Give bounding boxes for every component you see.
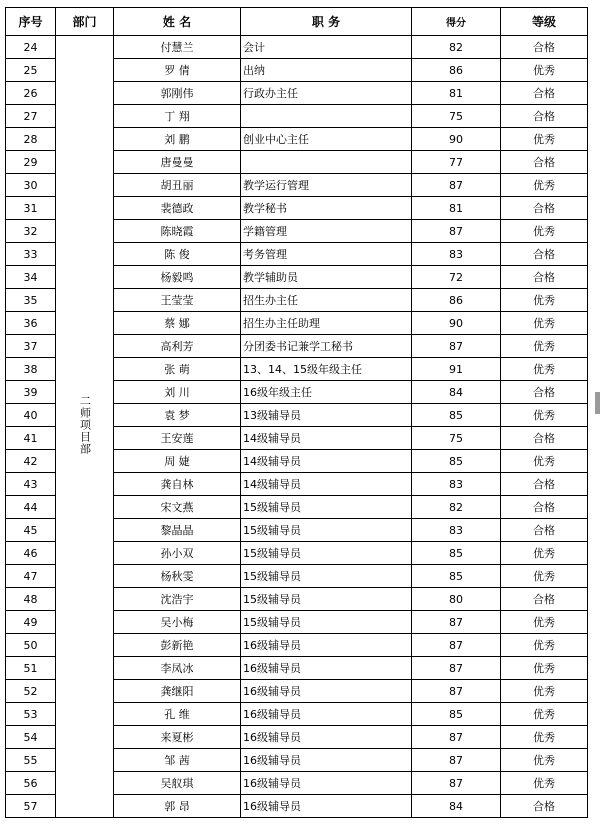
cell-score: 87 — [412, 174, 501, 197]
cell-score: 87 — [412, 772, 501, 795]
cell-name: 刘 川 — [114, 381, 241, 404]
cell-seq: 48 — [6, 588, 56, 611]
cell-name: 唐曼曼 — [114, 151, 241, 174]
cell-score: 85 — [412, 703, 501, 726]
cell-score: 77 — [412, 151, 501, 174]
cell-name: 龚继阳 — [114, 680, 241, 703]
cell-title: 会计 — [241, 36, 412, 59]
department-cell — [56, 36, 114, 818]
table-row — [6, 36, 588, 59]
cell-title: 16级辅导员 — [241, 795, 412, 818]
cell-seq: 35 — [6, 289, 56, 312]
cell-title: 13级辅导员 — [241, 404, 412, 427]
cell-seq: 50 — [6, 634, 56, 657]
cell-name: 邹 茜 — [114, 749, 241, 772]
cell-name: 袁 梦 — [114, 404, 241, 427]
cell-seq: 30 — [6, 174, 56, 197]
cell-score: 90 — [412, 128, 501, 151]
cell-grade: 优秀 — [501, 726, 588, 749]
cell-score: 80 — [412, 588, 501, 611]
cell-score: 87 — [412, 726, 501, 749]
cell-grade: 优秀 — [501, 335, 588, 358]
cell-score: 85 — [412, 542, 501, 565]
cell-title: 14级辅导员 — [241, 427, 412, 450]
cell-grade: 优秀 — [501, 634, 588, 657]
cell-name: 杨毅鸣 — [114, 266, 241, 289]
cell-score: 72 — [412, 266, 501, 289]
cell-seq: 57 — [6, 795, 56, 818]
cell-score: 85 — [412, 565, 501, 588]
cell-name: 孔 维 — [114, 703, 241, 726]
cell-grade: 合格 — [501, 197, 588, 220]
cell-name: 王安莲 — [114, 427, 241, 450]
cell-name: 王莹莹 — [114, 289, 241, 312]
cell-score: 81 — [412, 197, 501, 220]
cell-seq: 34 — [6, 266, 56, 289]
cell-seq: 53 — [6, 703, 56, 726]
cell-score: 87 — [412, 220, 501, 243]
cell-name: 高利芳 — [114, 335, 241, 358]
cell-title: 行政办主任 — [241, 82, 412, 105]
cell-name: 张 萌 — [114, 358, 241, 381]
cell-score: 84 — [412, 381, 501, 404]
cell-title: 出纳 — [241, 59, 412, 82]
cell-score: 85 — [412, 404, 501, 427]
cell-title: 16级辅导员 — [241, 703, 412, 726]
cell-score: 82 — [412, 36, 501, 59]
cell-name: 李凤冰 — [114, 657, 241, 680]
cell-title: 16级辅导员 — [241, 726, 412, 749]
department-label: 二师项目部 — [78, 395, 92, 455]
cell-name: 裴德政 — [114, 197, 241, 220]
cell-title: 招生办主任助理 — [241, 312, 412, 335]
header-grade: 等级 — [501, 8, 588, 36]
cell-grade: 优秀 — [501, 289, 588, 312]
cell-name: 周 婕 — [114, 450, 241, 473]
header-dept: 部门 — [56, 8, 114, 36]
cell-score: 91 — [412, 358, 501, 381]
cell-score: 90 — [412, 312, 501, 335]
cell-name: 孙小双 — [114, 542, 241, 565]
cell-seq: 46 — [6, 542, 56, 565]
cell-seq: 29 — [6, 151, 56, 174]
cell-name: 陈 俊 — [114, 243, 241, 266]
cell-seq: 26 — [6, 82, 56, 105]
header-score: 得分 — [412, 8, 501, 36]
cell-grade: 合格 — [501, 36, 588, 59]
cell-name: 龚自林 — [114, 473, 241, 496]
cell-grade: 优秀 — [501, 542, 588, 565]
cell-name: 沈浩宇 — [114, 588, 241, 611]
cell-score: 86 — [412, 289, 501, 312]
cell-grade: 优秀 — [501, 358, 588, 381]
cell-score: 87 — [412, 749, 501, 772]
cell-seq: 32 — [6, 220, 56, 243]
cell-grade: 优秀 — [501, 565, 588, 588]
cell-score: 75 — [412, 427, 501, 450]
cell-seq: 45 — [6, 519, 56, 542]
cell-title: 教学辅助员 — [241, 266, 412, 289]
cell-seq: 44 — [6, 496, 56, 519]
cell-title: 16级辅导员 — [241, 749, 412, 772]
cell-grade: 合格 — [501, 243, 588, 266]
cell-name: 吴舣琪 — [114, 772, 241, 795]
cell-grade: 合格 — [501, 519, 588, 542]
cell-name: 宋文燕 — [114, 496, 241, 519]
cell-name: 彭新艳 — [114, 634, 241, 657]
cell-title: 16级辅导员 — [241, 657, 412, 680]
cell-title: 创业中心主任 — [241, 128, 412, 151]
cell-seq: 28 — [6, 128, 56, 151]
cell-name: 付慧兰 — [114, 36, 241, 59]
cell-name: 杨秋雯 — [114, 565, 241, 588]
cell-title: 15级辅导员 — [241, 565, 412, 588]
cell-title — [241, 151, 412, 174]
cell-name: 郭 昂 — [114, 795, 241, 818]
cell-grade: 合格 — [501, 266, 588, 289]
cell-name: 胡丑丽 — [114, 174, 241, 197]
header-title: 职 务 — [241, 8, 412, 36]
cell-title: 15级辅导员 — [241, 611, 412, 634]
cell-grade: 优秀 — [501, 703, 588, 726]
cell-grade: 优秀 — [501, 312, 588, 335]
cell-seq: 56 — [6, 772, 56, 795]
cell-title: 14级辅导员 — [241, 450, 412, 473]
header-row — [6, 8, 588, 36]
cell-name: 郭刚伟 — [114, 82, 241, 105]
cell-name: 黎晶晶 — [114, 519, 241, 542]
cell-grade: 优秀 — [501, 772, 588, 795]
cell-title: 教学秘书 — [241, 197, 412, 220]
cell-score: 75 — [412, 105, 501, 128]
cell-grade: 优秀 — [501, 450, 588, 473]
cell-name: 吴小梅 — [114, 611, 241, 634]
cell-name: 罗 倩 — [114, 59, 241, 82]
cell-title — [241, 105, 412, 128]
cell-grade: 合格 — [501, 795, 588, 818]
cell-grade: 合格 — [501, 381, 588, 404]
cell-seq: 33 — [6, 243, 56, 266]
cell-grade: 合格 — [501, 427, 588, 450]
cell-score: 87 — [412, 680, 501, 703]
cell-title: 15级辅导员 — [241, 542, 412, 565]
cell-seq: 24 — [6, 36, 56, 59]
cell-grade: 合格 — [501, 82, 588, 105]
cell-seq: 51 — [6, 657, 56, 680]
cell-grade: 优秀 — [501, 404, 588, 427]
cell-grade: 优秀 — [501, 749, 588, 772]
cell-name: 丁 翔 — [114, 105, 241, 128]
cell-name: 陈晓霞 — [114, 220, 241, 243]
cell-title: 招生办主任 — [241, 289, 412, 312]
cell-score: 83 — [412, 473, 501, 496]
cell-grade: 合格 — [501, 496, 588, 519]
cell-score: 83 — [412, 243, 501, 266]
cell-grade: 优秀 — [501, 174, 588, 197]
cell-grade: 合格 — [501, 151, 588, 174]
header-seq: 序号 — [6, 8, 56, 36]
cell-name: 蔡 娜 — [114, 312, 241, 335]
cell-seq: 36 — [6, 312, 56, 335]
cell-grade: 优秀 — [501, 220, 588, 243]
cell-seq: 39 — [6, 381, 56, 404]
cell-score: 87 — [412, 634, 501, 657]
cell-seq: 40 — [6, 404, 56, 427]
cell-score: 87 — [412, 335, 501, 358]
cell-score: 82 — [412, 496, 501, 519]
cell-seq: 55 — [6, 749, 56, 772]
cell-seq: 54 — [6, 726, 56, 749]
cell-seq: 49 — [6, 611, 56, 634]
cell-score: 81 — [412, 82, 501, 105]
cell-title: 16级辅导员 — [241, 772, 412, 795]
cell-grade: 优秀 — [501, 657, 588, 680]
cell-title: 15级辅导员 — [241, 588, 412, 611]
cell-seq: 27 — [6, 105, 56, 128]
cell-seq: 42 — [6, 450, 56, 473]
cell-name: 来夏彬 — [114, 726, 241, 749]
cell-seq: 47 — [6, 565, 56, 588]
cell-grade: 优秀 — [501, 611, 588, 634]
cell-title: 15级辅导员 — [241, 519, 412, 542]
cell-seq: 31 — [6, 197, 56, 220]
header-name: 姓 名 — [114, 8, 241, 36]
cell-score: 87 — [412, 657, 501, 680]
page-edge-mark — [595, 392, 600, 414]
cell-seq: 43 — [6, 473, 56, 496]
cell-score: 85 — [412, 450, 501, 473]
cell-seq: 37 — [6, 335, 56, 358]
cell-seq: 25 — [6, 59, 56, 82]
cell-score: 86 — [412, 59, 501, 82]
cell-grade: 合格 — [501, 588, 588, 611]
cell-grade: 合格 — [501, 473, 588, 496]
cell-grade: 优秀 — [501, 59, 588, 82]
cell-title: 学籍管理 — [241, 220, 412, 243]
cell-score: 87 — [412, 611, 501, 634]
cell-seq: 38 — [6, 358, 56, 381]
cell-title: 16级年级主任 — [241, 381, 412, 404]
cell-title: 考务管理 — [241, 243, 412, 266]
cell-score: 84 — [412, 795, 501, 818]
cell-title: 16级辅导员 — [241, 634, 412, 657]
cell-seq: 52 — [6, 680, 56, 703]
cell-title: 15级辅导员 — [241, 496, 412, 519]
cell-seq: 41 — [6, 427, 56, 450]
cell-grade: 优秀 — [501, 680, 588, 703]
cell-title: 14级辅导员 — [241, 473, 412, 496]
cell-title: 分团委书记兼学工秘书 — [241, 335, 412, 358]
cell-title: 16级辅导员 — [241, 680, 412, 703]
cell-name: 刘 鹏 — [114, 128, 241, 151]
table-body — [6, 36, 588, 818]
cell-title: 13、14、15级年级主任 — [241, 358, 412, 381]
cell-grade: 合格 — [501, 105, 588, 128]
cell-score: 83 — [412, 519, 501, 542]
cell-title: 教学运行管理 — [241, 174, 412, 197]
evaluation-table — [5, 7, 588, 818]
cell-grade: 优秀 — [501, 128, 588, 151]
